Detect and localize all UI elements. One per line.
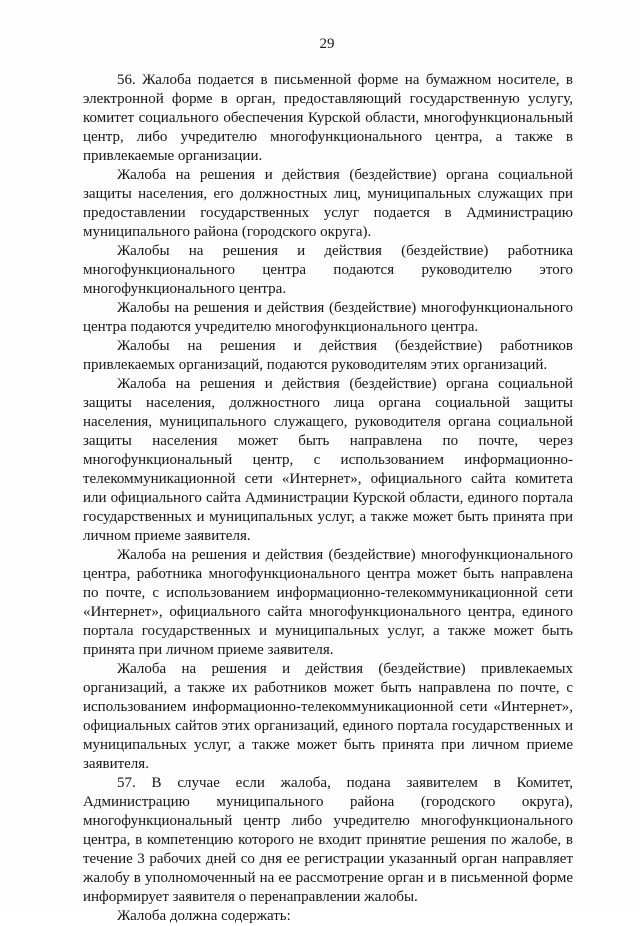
paragraph-57: 57. В случае если жалоба, подана заявителем в Комитет, Администрацию муниципального района (городского округа), многофункциональный центр либо учредителю многофункционального центра, в компетенцию которого не входит принятие решения по жалобе, в течение 3 рабочих дней со дня ее регистрации указанный орган направляет жалобу в уполномоченный на ее рассмотрение орган и в письменной форме информирует заявителя о перенаправлении жалобы. [83,775,573,905]
paragraph-complaint-organizations: Жалобы на решения и действия (бездействие) работников привлекаемых организаций, подаются руководителям этих организаций. [83,338,573,373]
paragraph-complaint-mfc: Жалобы на решения и действия (бездействие) многофункционального центра подаются учредителю многофункционального центра. [83,300,573,335]
paragraph-complaint-mfc-worker: Жалобы на решения и действия (бездействие) работника многофункционального центра подаются руководителю этого многофункционального центра. [83,243,573,297]
paragraph-complaint-contents: Жалоба должна содержать: [117,908,291,924]
document-body [83,71,573,926]
paragraph-56: 56. Жалоба подается в письменной форме на бумажном носителе, в электронной форме в орган, предоставляющий государственную услугу, комитет социального обеспечения Курской области, многофункциональный центр, либо учредителю многофункционального центра, а также в привлекаемые организации. [83,72,573,164]
paragraph-complaint-social-protection: Жалоба на решения и действия (бездействие) органа социальной защиты населения, его должностных лиц, муниципальных служащих при предоставлении государственных услуг подается в Администрацию муниципального района (городского округа). [83,167,573,240]
paragraph-submission-mfc: Жалоба на решения и действия (бездействие) многофункционального центра, работника многофункционального центра может быть направлена по почте, с использованием информационно-телекоммуникационной сети «Интернет», официального сайта многофункционального центра, единого портала государственных и муниципальных услуг, а также может быть принята при личном приеме заявителя. [83,547,573,658]
paragraph-submission-social-protection: Жалоба на решения и действия (бездействие) органа социальной защиты населения, должностного лица органа социальной защиты населения, муниципального служащего, руководителя органа социальной защиты населения может быть направлена по почте, через многофункциональный центр, с использованием информационно-телекоммуникационной сети «Интернет», официального сайта комитета или официального сайта Администрации Курской области, единого портала государственных и муниципальных услуг, а также может быть принята при личном приеме заявителя. [83,376,573,544]
paragraph-submission-organizations: Жалоба на решения и действия (бездействие) привлекаемых организаций, а также их работников может быть направлена по почте, с использованием информационно-телекоммуникационной сети «Интернет», официальных сайтов этих организаций, единого портала государственных и муниципальных услуг, а также может быть принята при личном приеме заявителя. [83,661,573,772]
page-number: 29 [319,36,335,52]
